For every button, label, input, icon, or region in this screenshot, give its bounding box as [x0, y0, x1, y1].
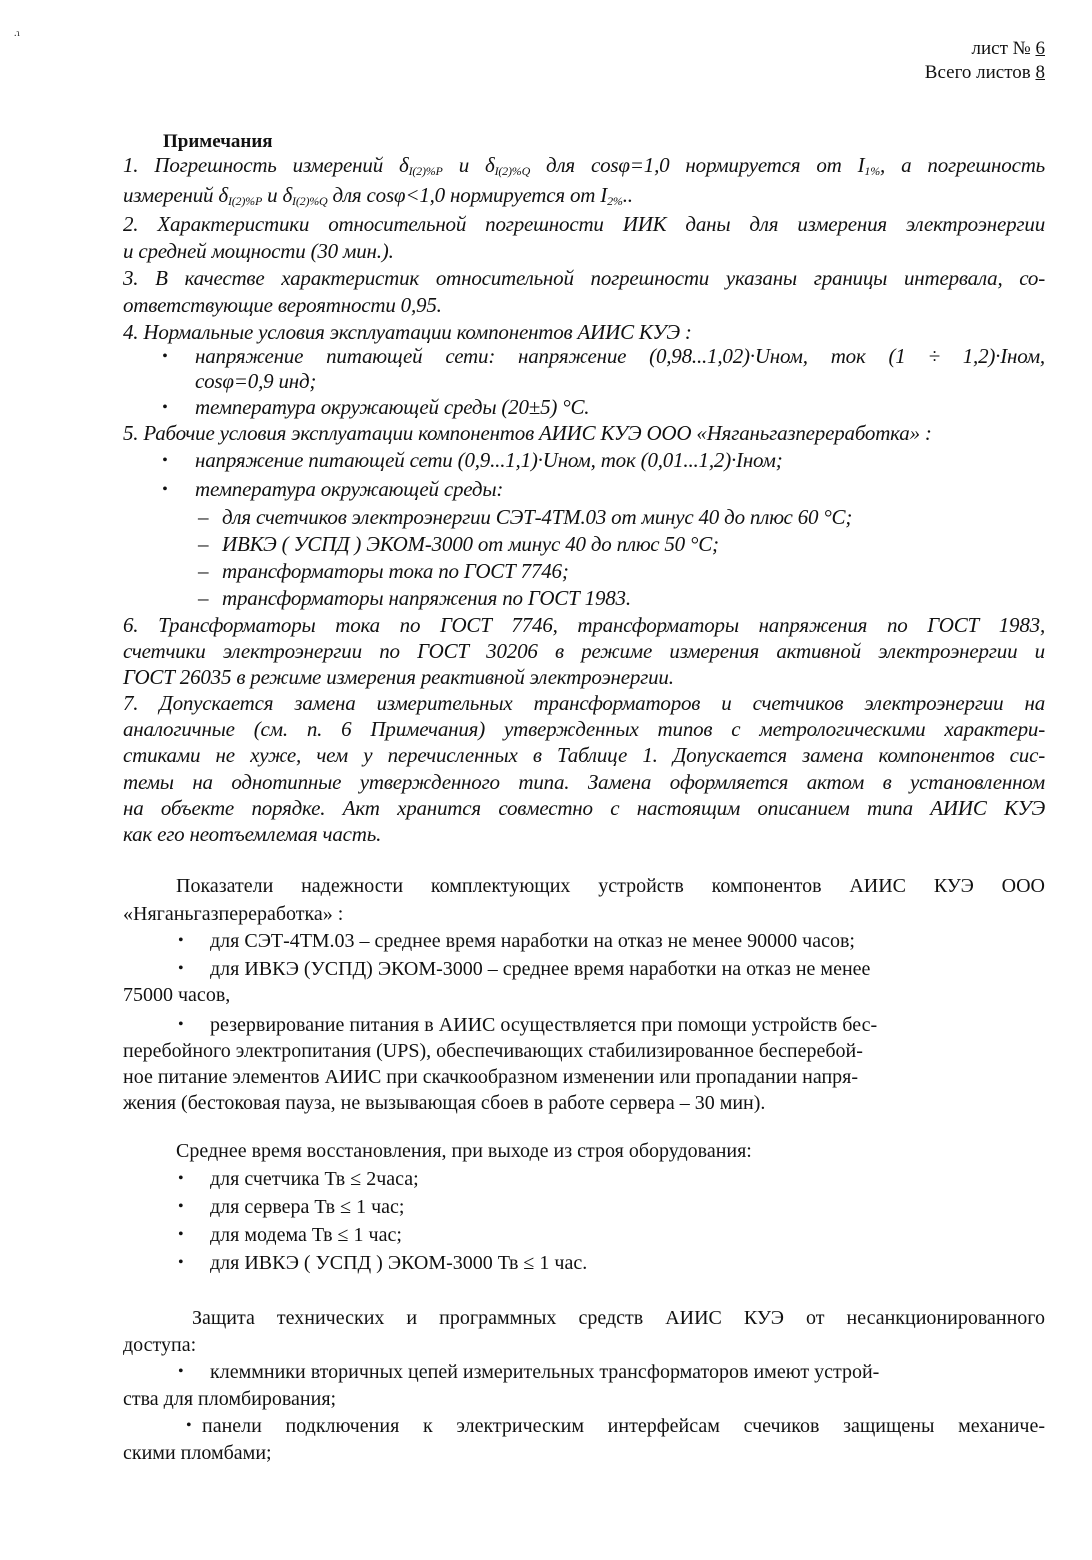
bullet-icon: •	[162, 348, 168, 365]
normal-condition-cos: cosφ=0,9 инд;	[195, 369, 317, 393]
scan-speck: .ɿ	[14, 28, 20, 39]
reliability-intro-line-1: Показатели надежности комплектующих устройств компонентов АИИС КУЭ ООО	[176, 875, 1045, 897]
reliability-item-ekom: для ИВКЭ (УСПД) ЭКОМ-3000 – среднее время наработки на отказ не менее	[210, 958, 871, 980]
working-condition-voltage: напряжение питающей сети (0,9...1,1)·Uном, ток (0,01...1,2)·Iном;	[195, 448, 783, 472]
note-4-heading: 4. Нормальные условия эксплуатации компонентов АИИС КУЭ :	[123, 320, 692, 344]
dash-icon: –	[198, 559, 209, 583]
note-7-line-1: 7. Допускается замена измерительных трансформаторов и счетчиков электроэнергии на	[123, 691, 1045, 715]
bullet-icon: •	[162, 399, 168, 416]
sheet-number	[971, 38, 1045, 60]
bullet-icon: •	[178, 1170, 184, 1187]
protection-item-panels-line-2: скими пломбами;	[123, 1442, 272, 1464]
note-6-line-3: ГОСТ 26035 в режиме измерения реактивной электроэнергии.	[123, 665, 674, 689]
total-sheets	[925, 62, 1045, 84]
total-number-value: 8	[1035, 62, 1045, 83]
recovery-item-meter: для счетчика Тв ≤ 2часа;	[210, 1168, 419, 1190]
bullet-icon: •	[186, 1417, 192, 1434]
protection-intro-line-1: Защита технических и программных средств АИИС КУЭ от несанкционированного	[192, 1307, 1045, 1329]
note-7-line-6: как его неотъемлемая часть.	[123, 822, 382, 846]
protection-intro-line-2: доступа:	[123, 1334, 197, 1356]
bullet-icon: •	[178, 960, 184, 977]
note-1-line-1: 1. Погрешность измерений $\delta_{I(2)\%P}$ и $\delta_{I(2)\%Q}$ для cosφ=1,0 нормируется от $I_{1\%}$, а погрешность	[123, 153, 1046, 178]
reliability-item-set4tm: для СЭТ-4ТМ.03 – среднее время наработки на отказ не менее 90000 часов;	[210, 930, 855, 952]
normal-condition-voltage: напряжение питающей сети: напряжение (0,98...1,02)·Uном, ток (1 ÷ 1,2)·Iном,	[195, 344, 1045, 368]
bullet-icon: •	[162, 481, 168, 498]
dash-icon: –	[198, 586, 209, 610]
note-5-heading: 5. Рабочие условия эксплуатации компонентов АИИС КУЭ ООО «Няганьгазпереработка» :	[123, 421, 932, 445]
sheet-label: лист №	[971, 38, 1031, 59]
bullet-icon: •	[178, 1016, 184, 1033]
bullet-icon: •	[178, 1254, 184, 1271]
reliability-intro-line-2: «Няганьгазпереработка» :	[123, 903, 344, 925]
working-condition-temperature: температура окружающей среды:	[195, 477, 504, 501]
bullet-icon: •	[178, 1226, 184, 1243]
note-3-line-2: ответствующие вероятности 0,95.	[123, 293, 442, 317]
recovery-item-ivke: для ИВКЭ ( УСПД ) ЭКОМ-3000 Тв ≤ 1 час.	[210, 1252, 588, 1274]
temp-item-ivke: ИВКЭ ( УСПД ) ЭКОМ-3000 от минус 40 до плюс 50 °С;	[222, 532, 719, 556]
protection-item-panels-line-1: панели подключения к электрическим интерфейсам счечиков защищены механиче-	[202, 1415, 1045, 1437]
reliability-item-ups-line-3: ное питание элементов АИИС при скачкообразном изменении или пропадании напря-	[123, 1066, 858, 1088]
note-7-line-3: стиками не хуже, чем у перечисленных в Таблице 1. Допускается замена компонентов сис-	[123, 743, 1045, 767]
total-label: Всего листов	[924, 62, 1031, 83]
note-7-line-4: темы на однотипные утвержденного типа. Замена оформляется актом в установленном	[123, 770, 1045, 794]
note-6-line-2: счетчики электроэнергии по ГОСТ 30206 в режиме измерения активной электроэнергии и	[123, 639, 1045, 663]
note-3-line-1: 3. В качестве характеристик относительной погрешности указаны границы интервала, со-	[123, 266, 1045, 290]
bullet-icon: •	[162, 452, 168, 469]
reliability-item-ups-line-2: перебойного электропитания (UPS), обеспечивающих стабилизированное бесперебой-	[123, 1040, 863, 1062]
bullet-icon: •	[178, 1363, 184, 1380]
note-2-line-1: 2. Характеристики относительной погрешности ИИК даны для измерения электроэнергии	[123, 212, 1045, 236]
note-2-line-2: и средней мощности (30 мин.).	[123, 239, 394, 263]
temp-item-meters: для счетчиков электроэнергии СЭТ-4ТМ.03 от минус 40 до плюс 60 °С;	[222, 505, 853, 529]
note-6-line-1: 6. Трансформаторы тока по ГОСТ 7746, трансформаторы напряжения по ГОСТ 1983,	[123, 613, 1045, 637]
normal-condition-temperature: температура окружающей среды (20±5) °С.	[195, 395, 590, 419]
bullet-icon: •	[178, 932, 184, 949]
dash-icon: –	[198, 505, 209, 529]
note-7-line-2: аналогичные (см. п. 6 Примечания) утвержденных типов с метрологическими характери-	[123, 717, 1045, 741]
recovery-item-modem: для модема Тв ≤ 1 час;	[210, 1224, 402, 1246]
reliability-item-ekom-cont: 75000 часов,	[123, 984, 231, 1006]
dash-icon: –	[198, 532, 209, 556]
temp-item-current-transformers: трансформаторы тока по ГОСТ 7746;	[222, 559, 569, 583]
temp-item-voltage-transformers: трансформаторы напряжения по ГОСТ 1983.	[222, 586, 631, 610]
protection-item-terminals-line-2: ства для пломбирования;	[123, 1388, 337, 1410]
sheet-number-value: 6	[1035, 38, 1045, 59]
note-1-line-2: измерений $\delta_{I(2)\%P}$ и $\delta_{I(2)\%Q}$ для cosφ<1,0 нормируется от $I_{2\%}$..	[123, 183, 633, 208]
recovery-item-server: для сервера Тв ≤ 1 час;	[210, 1196, 405, 1218]
bullet-icon: •	[178, 1198, 184, 1215]
protection-item-terminals-line-1: клеммники вторичных цепей измерительных трансформаторов имеют устрой-	[210, 1361, 880, 1383]
reliability-item-ups-line-1: резервирование питания в АИИС осуществляется при помощи устройств бес-	[210, 1014, 878, 1036]
notes-title: Примечания	[163, 131, 273, 152]
reliability-item-ups-line-4: жения (бестоковая пауза, не вызывающая сбоев в работе сервера – 30 мин).	[123, 1092, 766, 1114]
recovery-intro: Среднее время восстановления, при выходе из строя оборудования:	[176, 1140, 752, 1162]
note-7-line-5: на объекте порядке. Акт хранится совместно с настоящим описанием типа АИИС КУЭ	[123, 796, 1045, 820]
